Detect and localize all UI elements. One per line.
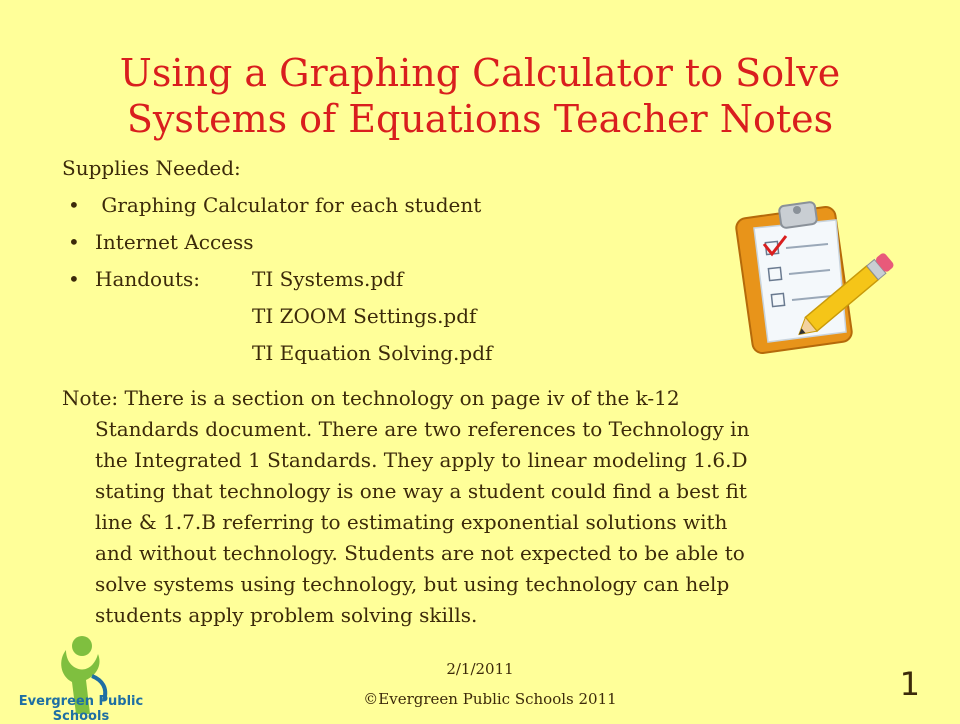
note-line: solve systems using technology, but using technology can help [95, 572, 730, 596]
handouts-files [252, 261, 492, 372]
handout-file: TI Systems.pdf [252, 267, 404, 291]
list-item-text: Internet Access [95, 230, 254, 254]
logo-text: Evergreen Public Schools [18, 694, 144, 724]
handout-file: TI Equation Solving.pdf [252, 341, 493, 365]
footer-date: 2/1/2011 [446, 660, 514, 678]
note-line: line & 1.7.B referring to estimating exponential solutions with [95, 510, 728, 534]
title-line-2: Systems of Equations Teacher Notes [126, 97, 834, 141]
note-first-line: Note: There is a section on technology on page iv of the k-12 [62, 386, 680, 410]
footer-copyright: ©Evergreen Public Schools 2011 [363, 690, 617, 708]
handout-file: TI ZOOM Settings.pdf [252, 304, 477, 328]
note-line: students apply problem solving skills. [95, 603, 478, 627]
list-item-text: Graphing Calculator for each student [95, 193, 482, 217]
title-line-1: Using a Graphing Calculator to Solve [119, 51, 841, 95]
bullet-marker: • [68, 193, 80, 217]
note-line: stating that technology is one way a student could find a best fit [95, 479, 747, 503]
page-number: 1 [899, 665, 920, 703]
slide-title [40, 50, 920, 142]
note-line: the Integrated 1 Standards. They apply to linear modeling 1.6.D [95, 448, 748, 472]
bullet-marker: • [68, 230, 80, 254]
note-line: Standards document. There are two references to Technology in [95, 417, 750, 441]
note-paragraph [62, 383, 912, 631]
handouts-label: Handouts: [95, 267, 201, 291]
note-line: and without technology. Students are not expected to be able to [95, 541, 745, 565]
clipboard-checklist-pencil-icon [724, 198, 904, 356]
bullet-marker: • [68, 267, 80, 291]
supplies-heading: Supplies Needed: [62, 156, 241, 180]
